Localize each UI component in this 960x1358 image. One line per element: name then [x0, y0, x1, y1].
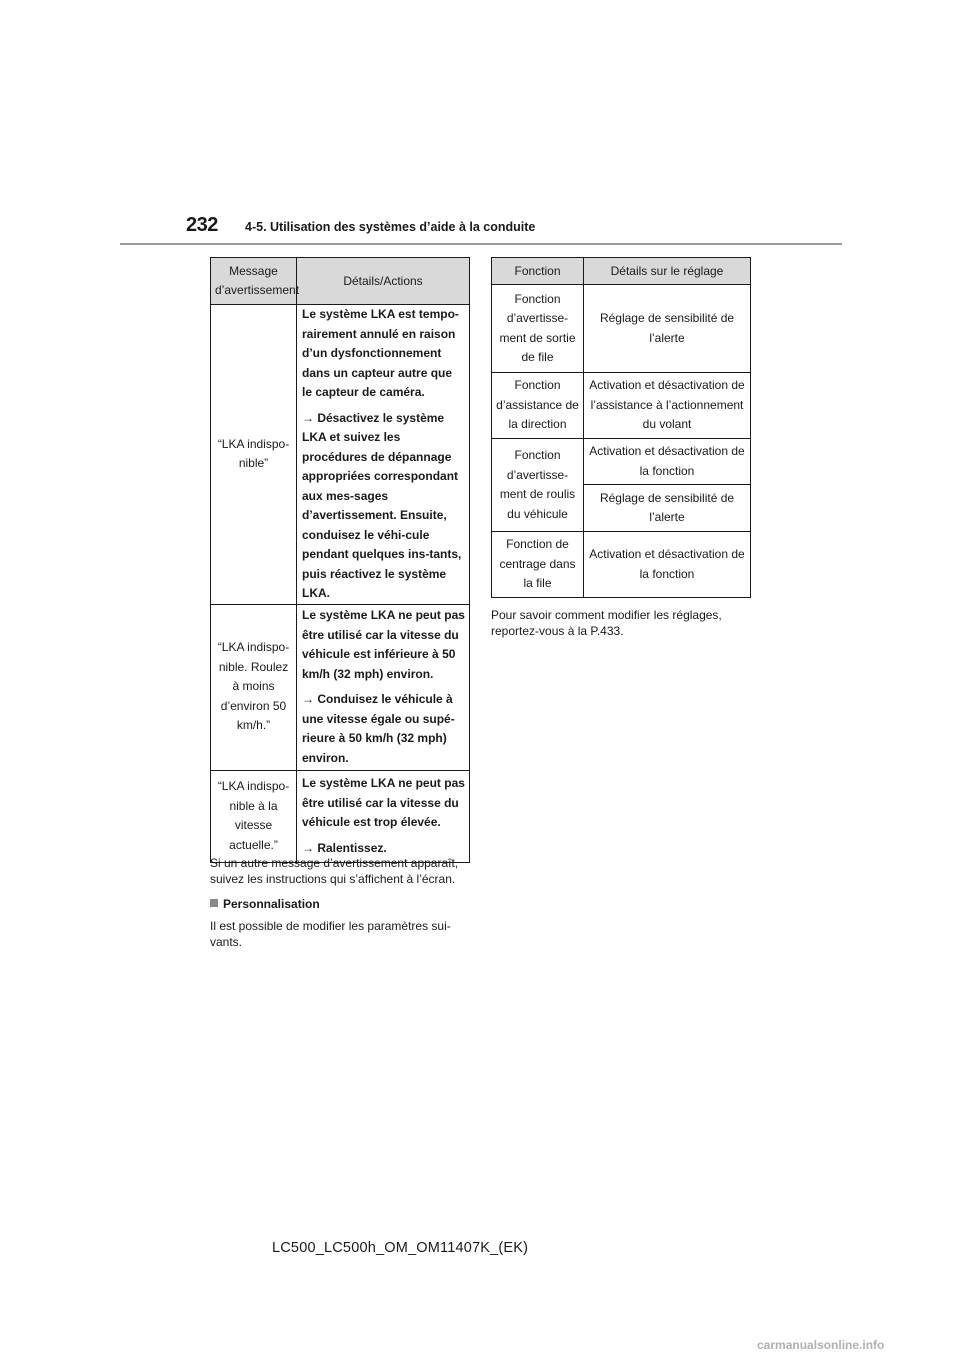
column-header-details: Détails/Actions [297, 258, 470, 305]
warning-cause: Le système LKA ne peut pas être utilisé car la vitesse du véhicule est inférieure à 50 km/h (32 mph) environ. [302, 608, 465, 681]
section-title: 4-5. Utilisation des systèmes d’aide à la conduite [245, 220, 536, 234]
function-name: Fonction d’avertisse-ment de sortie de file [492, 285, 584, 373]
warning-cause: Le système LKA est tempo-rairement annulé en raison d’un dysfonctionnement dans un capteur autre que le capteur de caméra. [302, 307, 459, 399]
table-header-row [492, 258, 751, 285]
column-header-function: Fonction [492, 258, 584, 285]
subheading-label: Personnalisation [223, 897, 320, 911]
function-name: Fonction de centrage dans la file [492, 532, 584, 598]
warning-details [297, 604, 470, 770]
document-code: LC500_LC500h_OM_OM11407K_(EK) [272, 1240, 529, 1256]
setting-detail: Activation et désactivation de la fonction [584, 532, 751, 598]
intro-text: Il est possible de modifier les paramètres sui-vants. [210, 919, 451, 949]
table-row [492, 373, 751, 439]
table-header-row [211, 258, 470, 305]
warning-details [297, 770, 470, 862]
warning-details [297, 305, 470, 605]
setting-detail: Réglage de sensibilité de l’alerte [584, 285, 751, 373]
table-row [492, 285, 751, 373]
warning-cause: Le système LKA ne peut pas être utilisé car la vitesse du véhicule est trop élevée. [302, 776, 465, 829]
reference-text: Pour savoir comment modifier les réglages, reportez-vous à la P.433. [491, 608, 722, 638]
column-header-message: Message d’avertissement [211, 258, 297, 305]
warning-message: “LKA indispo-nible à la vitesse actuelle.” [211, 770, 297, 862]
table-row [211, 604, 470, 770]
warning-message: “LKA indispo-nible” [211, 305, 297, 605]
table-row [211, 305, 470, 605]
warning-message: “LKA indispo-nible. Roulez à moins d’environ 50 km/h.” [211, 604, 297, 770]
table-row [211, 770, 470, 862]
function-name: Fonction d’assistance de la direction [492, 373, 584, 439]
warning-action: → Conduisez le véhicule à une vitesse égale ou supé-rieure à 50 km/h (32 mph) environ. [302, 692, 455, 765]
warning-messages-table [210, 257, 470, 863]
watermark: carmanualsonline.info [757, 1338, 885, 1352]
customization-table [491, 257, 751, 598]
warning-action: → Désactivez le système LKA et suivez les procédures de dépannage appropriées correspondant aux mes-sages d’avertissement. Ensuite, conduisez le véhi-cule pendant quelques ins-tants, puis réactivez le système LKA. [302, 410, 462, 600]
header-divider [120, 243, 842, 245]
warning-action: → Ralentissez. [302, 840, 387, 855]
page-number: 232 [186, 214, 218, 236]
function-name: Fonction d’avertisse-ment de roulis du véhicule [492, 439, 584, 532]
subheading [210, 896, 320, 912]
table-row [492, 439, 751, 485]
note-text: Si un autre message d’avertissement apparaît, suivez les instructions qui s’affichent à l’écran. [210, 856, 459, 886]
setting-detail: Activation et désactivation de l’assistance à l’actionnement du volant [584, 373, 751, 439]
table-row [492, 532, 751, 598]
square-bullet-icon [210, 899, 218, 907]
setting-detail: Activation et désactivation de la fonction [584, 439, 751, 485]
setting-detail: Réglage de sensibilité de l’alerte [584, 485, 751, 532]
column-header-settings: Détails sur le réglage [584, 258, 751, 285]
